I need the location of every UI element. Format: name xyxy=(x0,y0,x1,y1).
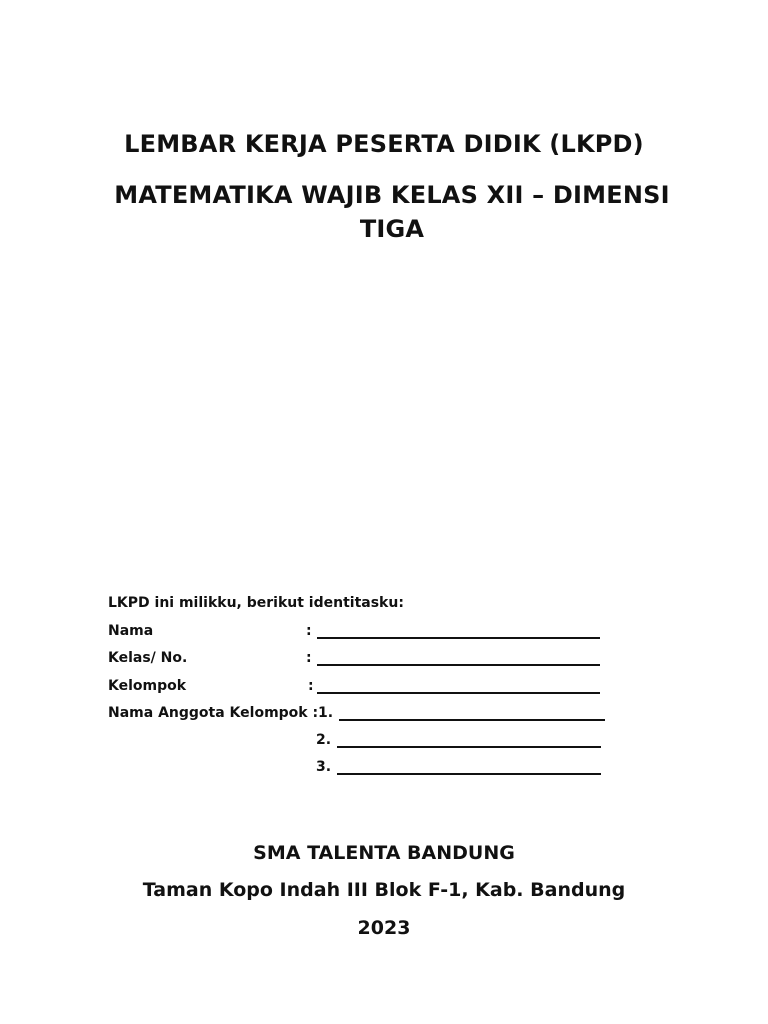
field-colon: : xyxy=(308,677,314,694)
member-number-2: 2. xyxy=(316,732,332,749)
field-row-kelompok xyxy=(108,675,404,702)
field-row-anggota-1 xyxy=(108,702,404,729)
member-1-fill-line[interactable] xyxy=(339,719,605,721)
school-name: SMA TALENTA BANDUNG xyxy=(253,842,515,864)
member-number-1: 1. xyxy=(318,704,334,721)
identity-intro: LKPD ini milikku, berikut identitasku: xyxy=(108,595,404,611)
member-number-3: 3. xyxy=(316,759,332,776)
field-row-anggota-2 xyxy=(108,729,404,756)
nama-fill-line[interactable] xyxy=(317,637,600,639)
worksheet-title: LEMBAR KERJA PESERTA DIDIK (LKPD) xyxy=(124,130,644,158)
kelas-fill-line[interactable] xyxy=(317,664,600,666)
field-label-nama: Nama xyxy=(108,623,154,639)
field-row-kelas xyxy=(108,647,404,674)
member-3-fill-line[interactable] xyxy=(337,773,601,775)
kelompok-fill-line[interactable] xyxy=(317,692,600,694)
field-label-kelompok: Kelompok xyxy=(108,677,187,694)
field-colon: : xyxy=(306,623,312,639)
field-colon: : xyxy=(306,650,312,667)
school-year: 2023 xyxy=(357,917,411,939)
school-address: Taman Kopo Indah III Blok F-1, Kab. Bandung xyxy=(142,879,626,901)
identity-section xyxy=(108,592,404,784)
field-label-anggota: Nama Anggota Kelompok : xyxy=(108,704,319,721)
field-label-kelas: Kelas/ No. xyxy=(108,650,188,667)
member-2-fill-line[interactable] xyxy=(337,746,601,748)
worksheet-subtitle: MATEMATIKA WAJIB KELAS XII – DIMENSI TIGA xyxy=(114,181,670,243)
field-row-nama xyxy=(108,620,404,647)
field-row-anggota-3 xyxy=(108,756,404,783)
